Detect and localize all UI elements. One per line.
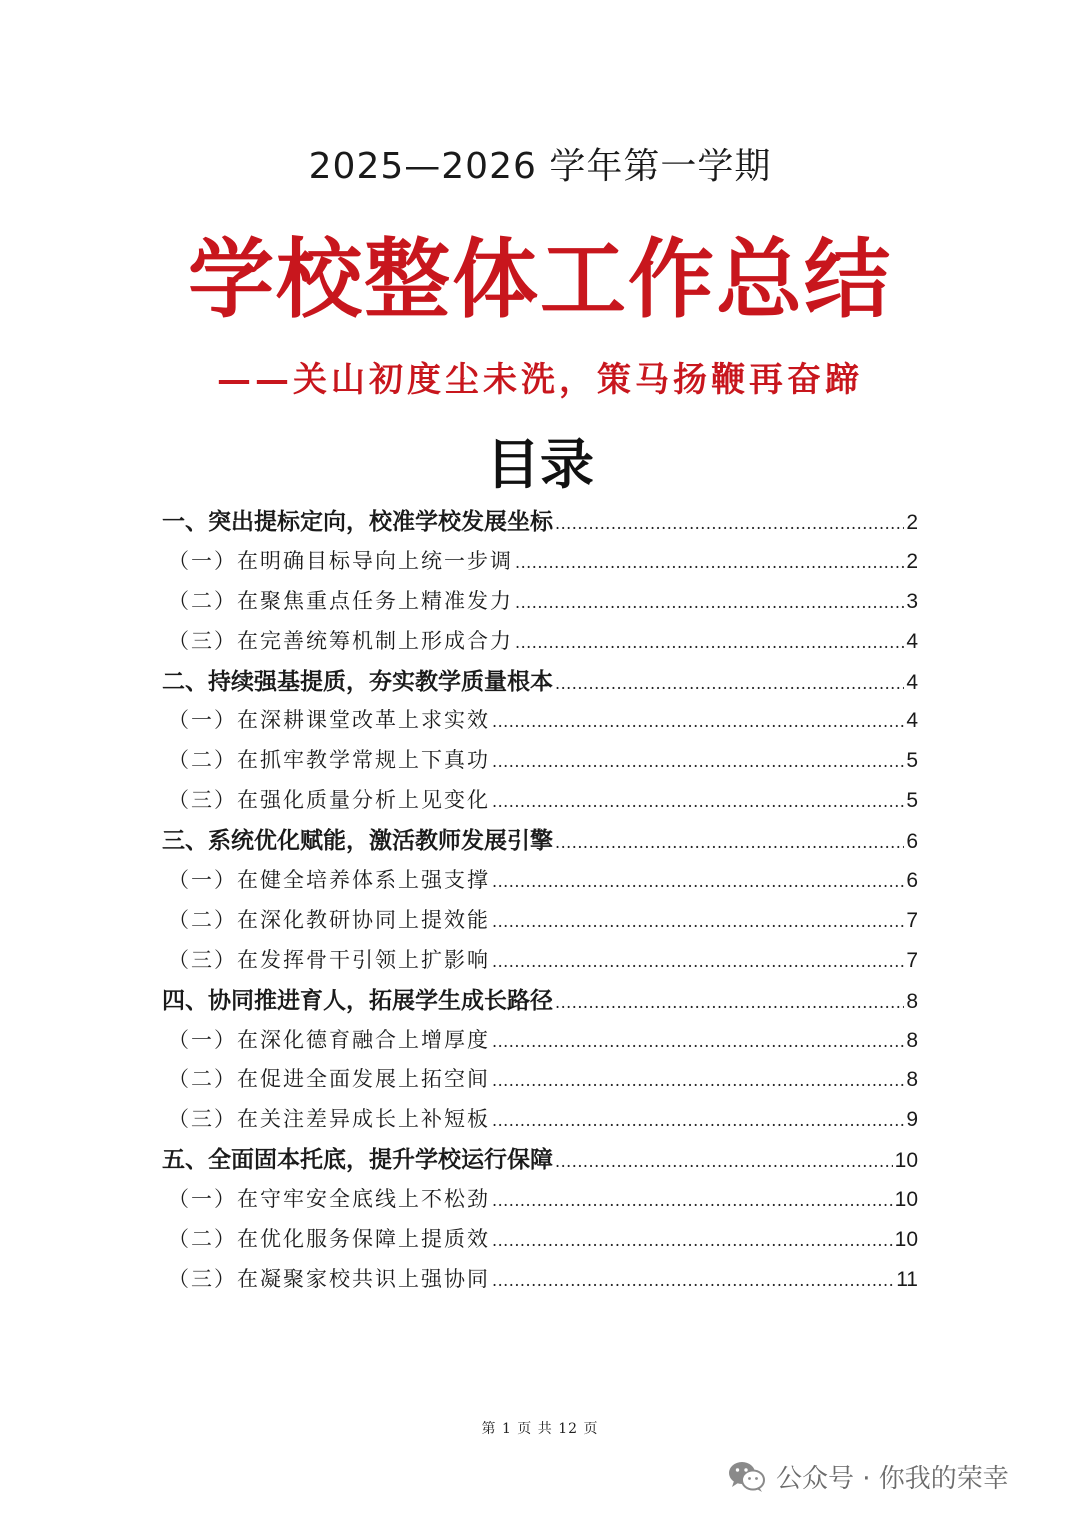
toc-entry-label: 一、突出提标定向，校准学校发展坐标 (162, 508, 553, 535)
toc-subsection-row[interactable] (162, 1100, 918, 1140)
toc-page-number: 11 (896, 1267, 918, 1291)
toc-page-number: 2 (906, 549, 918, 573)
toc-subsection-row[interactable] (162, 1060, 918, 1100)
toc-entry-label: （三）在关注差异成长上补短板 (168, 1107, 490, 1132)
toc-leader-dots (492, 861, 904, 902)
toc-entry-label: （三）在完善统筹机制上形成合力 (168, 628, 513, 653)
toc-page-number: 2 (906, 511, 918, 534)
toc-section-row[interactable] (162, 981, 918, 1021)
toc-entry-label: （二）在优化服务保障上提质效 (168, 1227, 490, 1252)
toc-leader-dots (515, 542, 904, 583)
toc-leader-dots (515, 622, 904, 663)
toc-page-number: 4 (906, 709, 918, 733)
toc-subsection-row[interactable] (162, 622, 918, 662)
toc-page-number: 3 (906, 589, 918, 613)
toc-page-number: 10 (894, 1228, 918, 1252)
toc-subsection-row[interactable] (162, 1260, 918, 1300)
toc-leader-dots (555, 663, 904, 704)
watermark (728, 1458, 1009, 1495)
wechat-icon (728, 1460, 766, 1494)
toc-leader-dots (555, 822, 904, 863)
toc-subsection-row[interactable] (162, 901, 918, 941)
toc-page-number: 9 (906, 1108, 918, 1132)
toc-entry-label: 四、协同推进育人，拓展学生成长路径 (162, 986, 553, 1014)
toc-leader-dots (555, 503, 904, 544)
toc-entry-label: （三）在凝聚家校共识上强协同 (168, 1266, 490, 1291)
toc-page-number: 8 (906, 989, 918, 1013)
sub-title: ——关山初度尘未洗，策马扬鞭再奋蹄 (217, 360, 863, 400)
toc-page-number: 5 (906, 789, 918, 813)
table-of-contents (162, 502, 918, 1300)
toc-leader-dots (492, 701, 904, 742)
toc-entry-label: 五、全面固本托底，提升学校运行保障 (162, 1146, 553, 1174)
toc-leader-dots (555, 982, 904, 1023)
toc-entry-label: （二）在促进全面发展上拓空间 (168, 1067, 490, 1092)
toc-page-number: 8 (906, 1068, 918, 1092)
toc-leader-dots (555, 1141, 893, 1182)
toc-entry-label: （三）在强化质量分析上见变化 (168, 788, 490, 813)
toc-page-number: 7 (906, 908, 918, 932)
toc-subsection-row[interactable] (162, 741, 918, 781)
toc-section-row[interactable] (162, 662, 918, 702)
toc-entry-label: （一）在明确目标导向上统一步调 (168, 548, 513, 573)
toc-leader-dots (492, 1220, 893, 1261)
watermark-text: 公众号 · 你我的荣幸 (776, 1464, 1009, 1494)
page-indicator: 第 1 页 共 12 页 (481, 1421, 599, 1437)
toc-subsection-row[interactable] (162, 941, 918, 981)
toc-section-row[interactable] (162, 821, 918, 861)
toc-subsection-row[interactable] (162, 1180, 918, 1220)
toc-entry-label: （一）在深耕课堂改革上求实效 (168, 708, 490, 733)
term-title: 2025—2026 学年第一学期 (308, 146, 772, 187)
toc-entry-label: （二）在深化教研协同上提效能 (168, 907, 490, 932)
toc-page-number: 10 (894, 1149, 918, 1173)
toc-page-number: 5 (906, 749, 918, 773)
toc-section-row[interactable] (162, 1140, 918, 1180)
toc-leader-dots (492, 781, 904, 822)
toc-subsection-row[interactable] (162, 1220, 918, 1260)
toc-subsection-row[interactable] (162, 542, 918, 582)
toc-leader-dots (492, 1021, 904, 1062)
toc-page-number: 4 (906, 670, 918, 694)
toc-page-number: 6 (906, 869, 918, 893)
toc-subsection-row[interactable] (162, 1021, 918, 1061)
toc-entry-label: （一）在深化德育融合上增厚度 (168, 1027, 490, 1052)
toc-leader-dots (492, 901, 904, 942)
toc-entry-label: （二）在聚焦重点任务上精准发力 (168, 588, 513, 613)
toc-subsection-row[interactable] (162, 582, 918, 622)
toc-leader-dots (492, 1060, 904, 1101)
toc-leader-dots (492, 1180, 893, 1221)
toc-subsection-row[interactable] (162, 861, 918, 901)
toc-entry-label: （二）在抓牢教学常规上下真功 (168, 748, 490, 773)
toc-page-number: 6 (906, 830, 918, 854)
toc-leader-dots (492, 1100, 904, 1141)
toc-leader-dots (492, 941, 904, 982)
toc-page-number: 7 (906, 948, 918, 972)
toc-leader-dots (492, 741, 904, 782)
toc-page-number: 4 (906, 629, 918, 653)
toc-subsection-row[interactable] (162, 701, 918, 741)
toc-leader-dots (492, 1260, 894, 1301)
toc-page-number: 10 (894, 1188, 918, 1212)
main-title: 学校整体工作总结 (188, 229, 892, 330)
toc-page-number: 8 (906, 1028, 918, 1052)
toc-subsection-row[interactable] (162, 781, 918, 821)
toc-entry-label: （一）在健全培养体系上强支撑 (168, 868, 490, 893)
toc-entry-label: 三、系统优化赋能，激活教师发展引擎 (162, 827, 553, 855)
toc-section-row[interactable] (162, 502, 918, 542)
toc-leader-dots (515, 582, 904, 623)
toc-entry-label: （一）在守牢安全底线上不松劲 (168, 1187, 490, 1212)
toc-heading: 目录 (486, 433, 594, 496)
toc-entry-label: （三）在发挥骨干引领上扩影响 (168, 947, 490, 972)
toc-entry-label: 二、持续强基提质，夯实教学质量根本 (162, 667, 553, 695)
